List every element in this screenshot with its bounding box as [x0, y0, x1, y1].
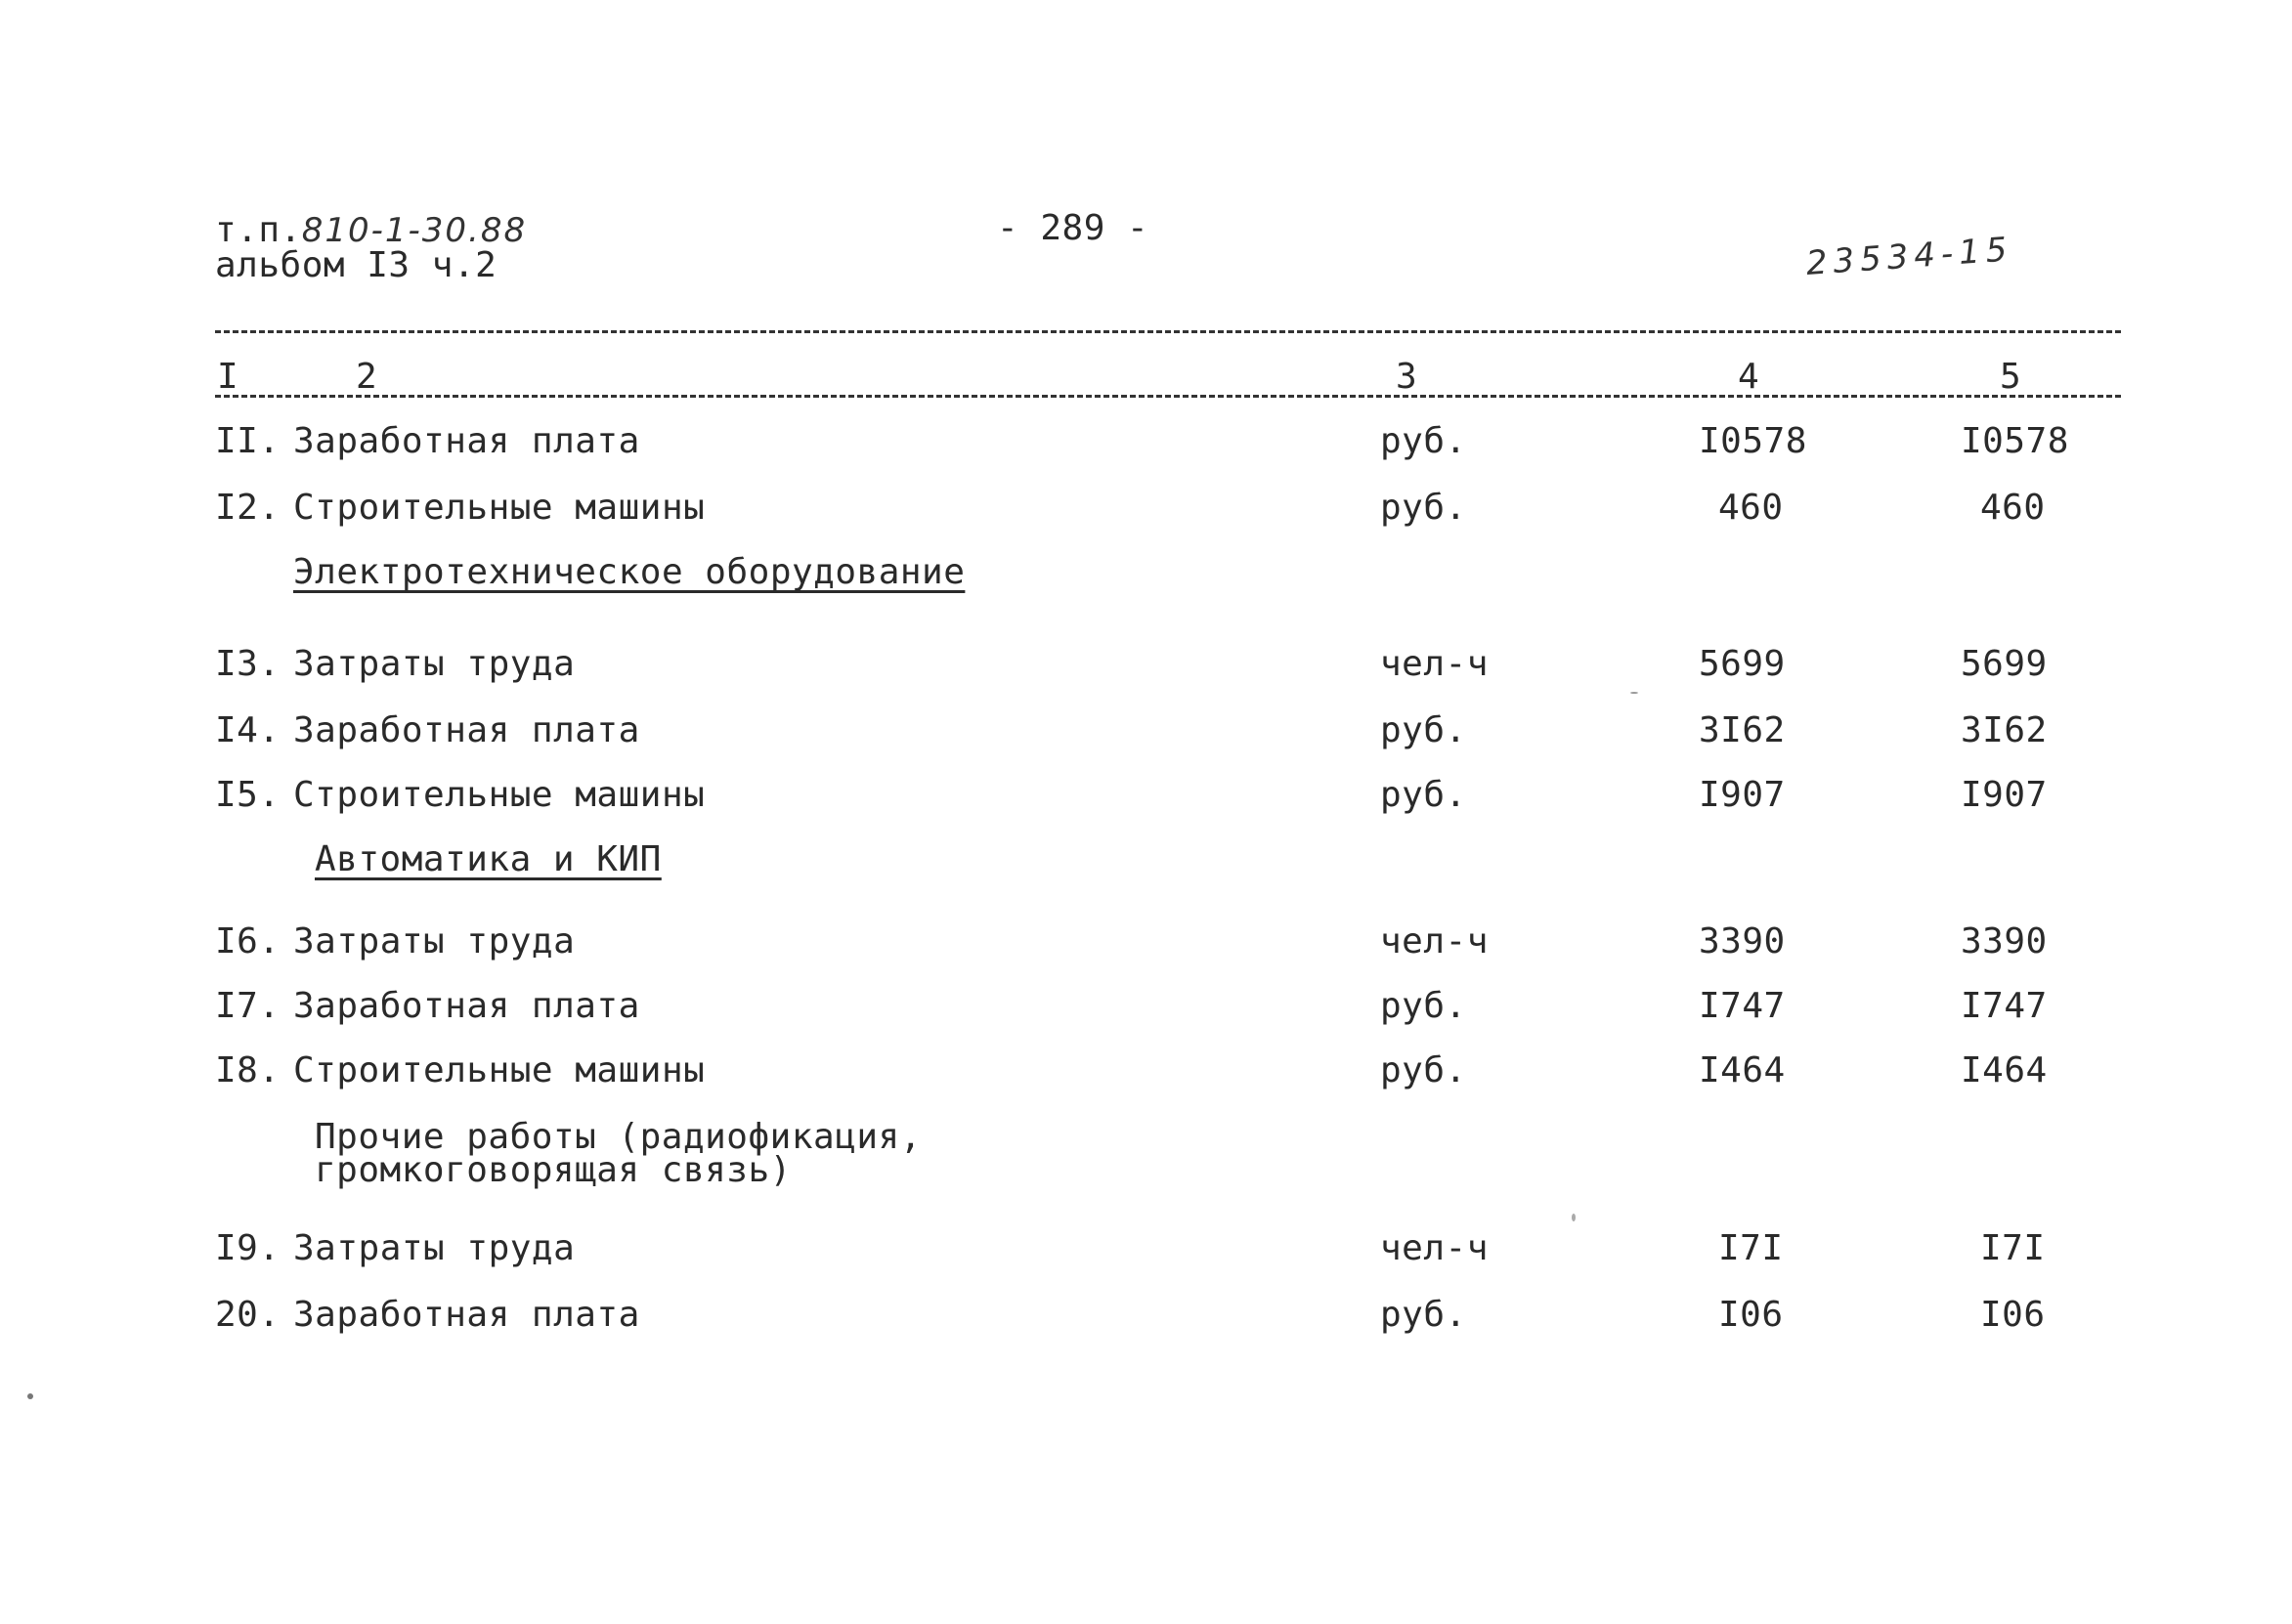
row-value-col4: I907 — [1699, 775, 1786, 815]
scan-speck — [1630, 692, 1638, 694]
document-number-handwritten: 23534-15 — [1804, 230, 2014, 283]
scan-speck — [27, 1393, 33, 1399]
row-value-col4: I747 — [1699, 986, 1786, 1026]
header-divider — [215, 395, 2121, 398]
row-value-col5: I06 — [1980, 1295, 2046, 1335]
section-heading: Автоматика и КИП — [315, 839, 662, 879]
row-unit: руб. — [1380, 710, 1467, 750]
row-value-col4: 460 — [1718, 488, 1784, 528]
row-number: 20. — [215, 1295, 281, 1335]
row-name: Строительные машины — [293, 1050, 706, 1090]
album-label: альбом I3 ч.2 — [215, 245, 497, 285]
row-number: II. — [215, 421, 281, 461]
row-value-col5: I464 — [1961, 1050, 2048, 1090]
row-value-col4: 3390 — [1699, 921, 1786, 962]
row-number: I3. — [215, 644, 281, 684]
row-unit: руб. — [1380, 488, 1467, 528]
row-value-col5: 5699 — [1961, 644, 2048, 684]
row-unit: руб. — [1380, 986, 1467, 1026]
row-unit: руб. — [1380, 1295, 1467, 1335]
section-heading: Электротехническое оборудование — [293, 552, 966, 592]
row-unit: чел-ч — [1380, 1228, 1489, 1268]
row-name: Строительные машины — [293, 488, 706, 528]
column-header-4: 4 — [1738, 357, 1760, 397]
top-divider — [215, 330, 2121, 333]
row-name: Строительные машины — [293, 775, 706, 815]
tp-prefix: т.п. — [215, 210, 302, 250]
column-header-3: 3 — [1396, 357, 1418, 397]
column-header-2: 2 — [356, 357, 378, 397]
row-value-col5: I907 — [1961, 775, 2048, 815]
row-unit: чел-ч — [1380, 921, 1489, 962]
row-value-col5: 3I62 — [1961, 710, 2048, 750]
row-name: Затраты труда — [293, 921, 576, 962]
row-name: Затраты труда — [293, 644, 576, 684]
row-number: I5. — [215, 775, 281, 815]
section-heading-line-1: Прочие работы (радиофикация, — [315, 1117, 922, 1157]
row-number: I6. — [215, 921, 281, 962]
row-value-col4: I464 — [1699, 1050, 1786, 1090]
row-number: I9. — [215, 1228, 281, 1268]
row-number: I8. — [215, 1050, 281, 1090]
row-value-col4: 3I62 — [1699, 710, 1786, 750]
column-header-1: I — [217, 357, 239, 397]
tp-code-handwritten: 810-1-30.88 — [301, 211, 528, 250]
row-name: Заработная плата — [293, 421, 640, 461]
row-name: Заработная плата — [293, 986, 640, 1026]
row-value-col5: 460 — [1980, 488, 2046, 528]
row-number: I4. — [215, 710, 281, 750]
row-value-col4: I7I — [1718, 1228, 1784, 1268]
page-number: - 289 - — [997, 208, 1149, 248]
tp-reference — [215, 211, 527, 250]
row-number: I7. — [215, 986, 281, 1026]
row-name: Заработная плата — [293, 1295, 640, 1335]
column-header-5: 5 — [2000, 357, 2022, 397]
row-name: Заработная плата — [293, 710, 640, 750]
section-heading-line-2: громкоговорящая связь) — [315, 1150, 792, 1190]
row-unit: руб. — [1380, 775, 1467, 815]
row-value-col5: 3390 — [1961, 921, 2048, 962]
row-value-col5: I0578 — [1961, 421, 2069, 461]
row-value-col4: I0578 — [1699, 421, 1807, 461]
row-value-col5: I747 — [1961, 986, 2048, 1026]
row-unit: руб. — [1380, 1050, 1467, 1090]
row-unit: чел-ч — [1380, 644, 1489, 684]
row-number: I2. — [215, 488, 281, 528]
row-name: Затраты труда — [293, 1228, 576, 1268]
row-unit: руб. — [1380, 421, 1467, 461]
row-value-col4: 5699 — [1699, 644, 1786, 684]
row-value-col4: I06 — [1718, 1295, 1784, 1335]
scan-speck — [1572, 1214, 1576, 1221]
row-value-col5: I7I — [1980, 1228, 2046, 1268]
